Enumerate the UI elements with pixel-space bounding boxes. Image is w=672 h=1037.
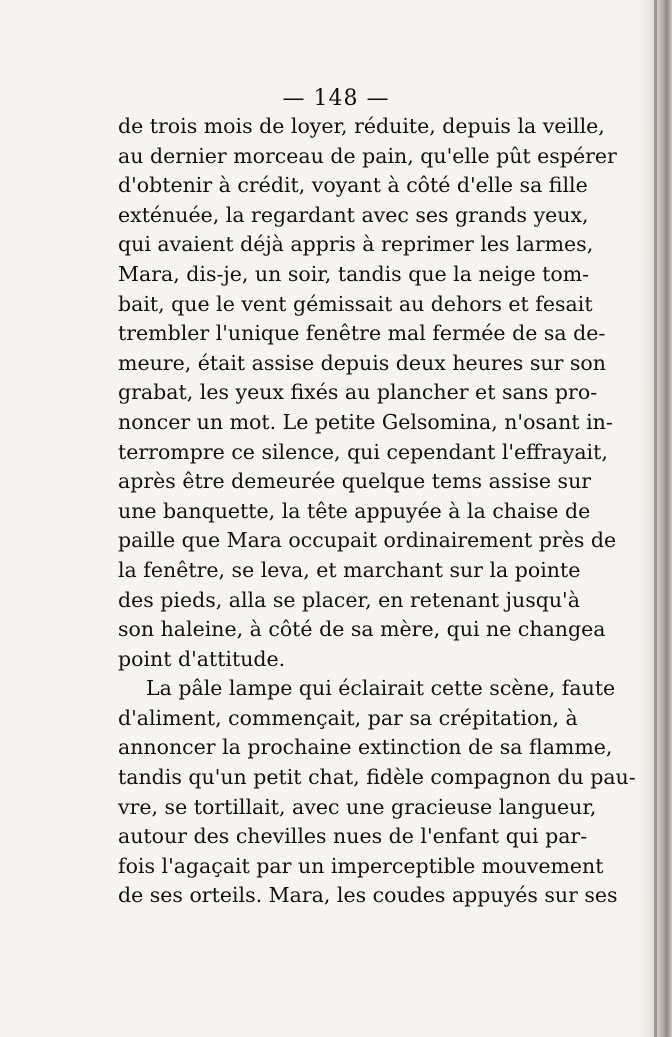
text-line: de trois mois de loyer, réduite, depuis la veille, xyxy=(118,114,605,138)
text-line: fois l'agaçait par un imperceptible mouvement xyxy=(118,853,604,878)
text-line: meure, était assise depuis deux heures sur son xyxy=(118,350,606,375)
text-line: La pâle lampe qui éclairait cette scène, faute xyxy=(146,676,616,701)
text-line: une banquette, la tête appuyée à la chaise de xyxy=(118,498,591,523)
text-line: de ses orteils. Mara, les coudes appuyés sur ses xyxy=(118,883,618,908)
text-line: annoncer la prochaine extinction de sa flamme, xyxy=(118,735,613,760)
text-line: trembler l'unique fenêtre mal fermée de sa de- xyxy=(118,321,606,346)
text-line: point d'attitude. xyxy=(118,646,286,671)
text-line: la fenêtre, se leva, et marchant sur la pointe xyxy=(118,557,581,582)
text-line: terrompre ce silence, qui cependant l'effrayait, xyxy=(118,439,608,464)
text-line: des pieds, alla se placer, en retenant jusqu'à xyxy=(118,587,580,612)
text-line: grabat, les yeux fixés au plancher et sans pro- xyxy=(118,380,598,405)
text-line: Mara, dis-je, un soir, tandis que la neige tom- xyxy=(118,261,590,286)
text-line: vre, se tortillait, avec une gracieuse langueur, xyxy=(118,794,597,819)
paragraph-1 xyxy=(118,112,617,674)
text-line: tandis qu'un petit chat, fidèle compagnon du pau- xyxy=(118,765,636,790)
text-line: d'obtenir à crédit, voyant à côté d'elle sa fille xyxy=(118,173,588,198)
text-line: qui avaient déjà appris à reprimer les larmes, xyxy=(118,232,594,257)
text-line: bait, que le vent gémissait au dehors et fesait xyxy=(118,291,593,316)
text-line: autour des chevilles nues de l'enfant qui par- xyxy=(118,824,588,849)
text-line: noncer un mot. Le petite Gelsomina, n'osant in- xyxy=(118,409,613,434)
text-line: après être demeurée quelque tems assise sur xyxy=(118,469,592,494)
text-line: son haleine, à côté de sa mère, qui ne changea xyxy=(118,617,606,642)
body-text xyxy=(118,112,636,911)
text-line: exténuée, la regardant avec ses grands yeux, xyxy=(118,202,589,227)
page-edge-shadow xyxy=(638,0,672,1037)
page-number: — 148 — xyxy=(282,86,390,111)
text-line: paille que Mara occupait ordinairement près de xyxy=(118,528,617,553)
text-line: d'aliment, commençait, par sa crépitation, à xyxy=(118,705,578,730)
text-line: au dernier morceau de pain, qu'elle pût espérer xyxy=(118,143,617,168)
paragraph-2 xyxy=(118,674,636,911)
